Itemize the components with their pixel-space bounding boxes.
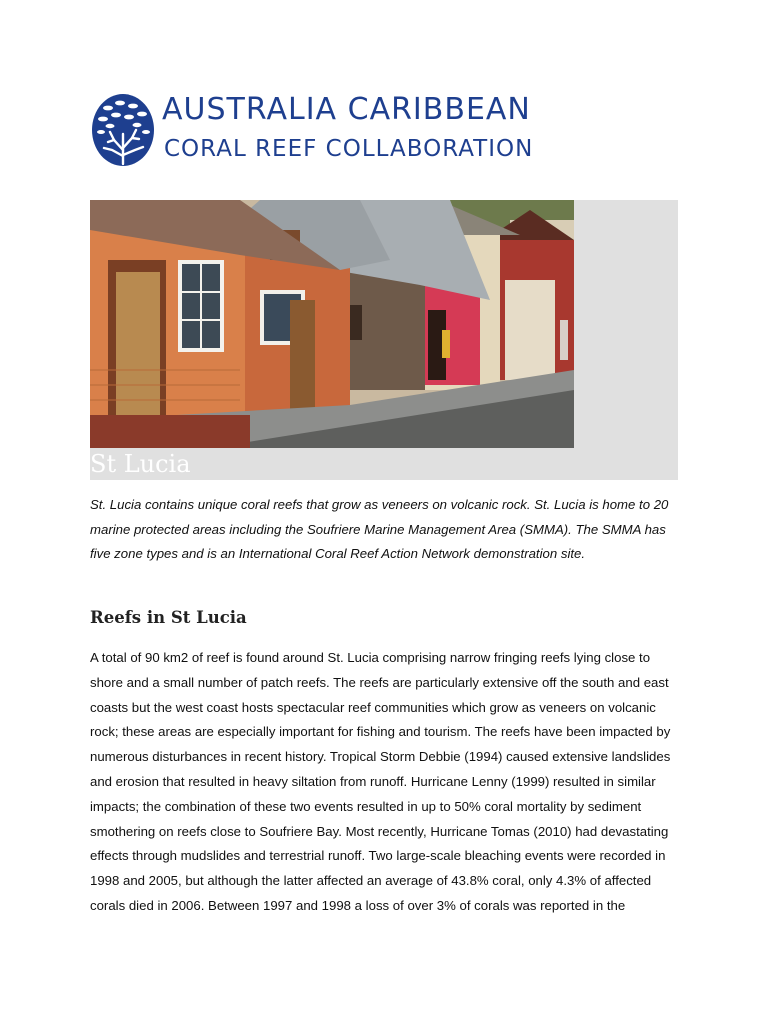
street-houses-photo (90, 200, 574, 448)
hero-caption: St Lucia (90, 450, 191, 478)
logo-subtitle: CORAL REEF COLLABORATION (164, 136, 534, 162)
intro-paragraph: St. Lucia contains unique coral reefs that grow as veneers on volcanic rock. St. Lucia is home to 20 marine protected areas including the Soufriere Marine Management Area (SMMA). The SMMA has five zone types and is an International Coral Reef Action Network demonstration site. (90, 497, 669, 561)
section-heading: Reefs in St Lucia (90, 608, 247, 627)
hero-banner (90, 200, 678, 480)
logo (90, 92, 534, 172)
body-paragraph: A total of 90 km2 of reef is found around St. Lucia comprising narrow fringing reefs lying close to shore and a small number of patch reefs. The reefs are particularly extensive off the south and east coasts but the west coast hosts spectacular reef communities which grow as veneers on volcanic rock; these areas are especially important for fishing and tourism. The reefs have been impacted by numerous disturbances in recent history. Tropical Storm Debbie (1994) caused extensive landslides and erosion that resulted in heavy siltation from runoff. Hurricane Lenny (1999) resulted in similar impacts; the combination of these two events resulted in up to 50% coral mortality by sediment smothering on reefs close to Soufriere Bay. Most recently, Hurricane Tomas (2010) had devastating effects through mudslides and terrestrial runoff. Two large-scale bleaching events were recorded in 1998 and 2005, but although the latter affected an average of 43.8% coral, only 4.3% of affected corals died in 2006. Between 1997 and 1998 a loss of over 3% of corals was reported in the (90, 650, 671, 913)
fish-coral-emblem-icon (90, 92, 156, 168)
logo-title: AUSTRALIA CARIBBEAN (162, 92, 531, 127)
